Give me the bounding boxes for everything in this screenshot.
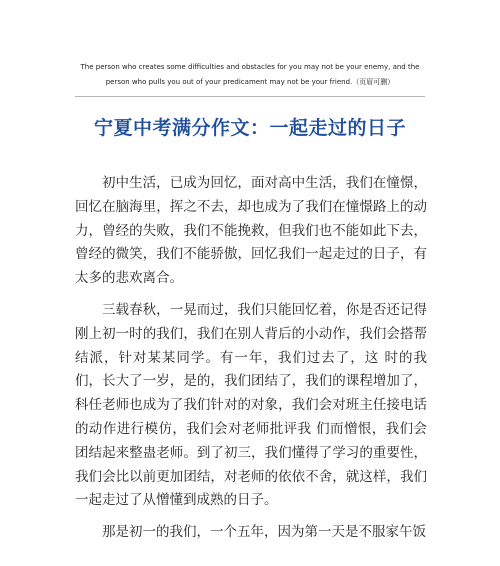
document-title: 宁夏中考满分作文：一起走过的日子 xyxy=(93,117,406,139)
paragraph: 三载春秋，一晃而过，我们只能回忆着，你是否还记得刚上初一时的我们，我们在别人背后的小动作，我们会搭帮结派，针对某某同学。有一年，我们过去了，这 时的我们，长大了一岁，是的，我们团结了，我们的课程增加了，科任老师也成为了我们针对的对象，我们会对班主任接电话的动作进行模仿，我们会对老师批评我 们而憎恨，我们会团结起来整蛊老师。到了初三，我们懂得了学习的重要性，我们会比以前更加团结，对老师的依依不舍，就这样，我们一起走过了从憎懂到成熟的日子。 xyxy=(75,301,427,509)
paragraph: 初中生活，已成为回忆，面对高中生活，我们在憧憬，回忆在脑海里，挥之不去，却也成为了我们在憧憬路上的动力，曾经的失败，我们不能挽救，但我们也不能如此下去，曾经的微笑，我们不能骄傲，回忆我们一起走过的日子，有太多的悲欢离合。 xyxy=(75,175,427,287)
paragraph: 那是初一的我们，一个五年，因为第一天是不服家午饭 xyxy=(102,524,426,541)
article-body xyxy=(75,172,427,553)
page-header: The person who creates some difficulties and obstacles for you may not be your enemy, and the person who pulls you out of your predicament may not be your friend.（页眉可删） xyxy=(80,63,420,86)
header-divider xyxy=(75,96,425,97)
